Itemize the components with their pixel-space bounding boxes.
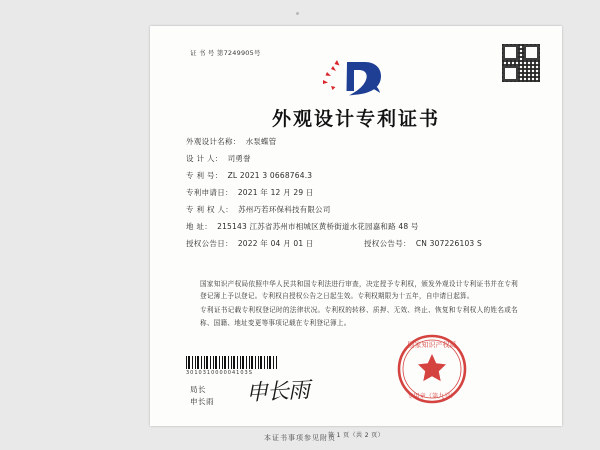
- field-row-patent-number: [186, 172, 534, 180]
- field-value: 215143 江苏省苏州市相城区黄桥街道水花园嘉和路 48 号: [217, 222, 419, 231]
- field-value: 水泵蝶管: [245, 137, 277, 146]
- field-row-application-date: [186, 189, 534, 197]
- barcode-icon: [186, 356, 278, 369]
- page-title: 外观设计专利证书: [271, 108, 440, 130]
- official-red-seal-icon: [395, 332, 469, 406]
- field-value: 2022 年 04 月 01 日: [237, 239, 314, 248]
- qr-code-finder-icon: [503, 66, 518, 81]
- top-marker-dot: [296, 12, 299, 15]
- field-value: 苏州巧若环保科技有限公司: [238, 205, 331, 214]
- svg-text:专用章（第九号）: 专用章（第九号）: [407, 393, 457, 400]
- certificate-fields: [186, 138, 534, 257]
- field-label: 地 址：: [186, 222, 213, 231]
- field-label: 专利申请日：: [186, 188, 233, 197]
- field-label: 外观设计名称：: [186, 137, 241, 146]
- field-row-address: [186, 223, 534, 231]
- patent-emblem-icon: [313, 56, 399, 104]
- certificate-number: 证 书 号 第7249905号: [190, 49, 261, 57]
- field-label: 授权公告日：: [186, 239, 233, 248]
- handwritten-signature: 申长雨: [245, 378, 310, 407]
- qr-code-icon[interactable]: [502, 44, 540, 82]
- director-label: 局长: [190, 385, 206, 394]
- field-value: CN 307226103 S: [415, 239, 482, 248]
- field-label: 专 利 号：: [186, 171, 223, 180]
- field-label: 专 利 权 人：: [186, 205, 234, 214]
- legal-text: [200, 278, 518, 331]
- field-label: 授权公告号：: [364, 239, 411, 248]
- field-cell-grant-date: [186, 240, 364, 248]
- field-row-designer: [186, 155, 534, 163]
- legal-paragraph-1: 国家知识产权局依照中华人民共和国专利法进行审查，决定授予专利权，颁发外观设计专利证书并在专利登记簿上予以登记。专利权自授权公告之日起生效。专利权期限为十五年，自申请日起算。: [200, 280, 518, 301]
- barcode-number: 301031000004103S: [186, 370, 253, 376]
- footer-note: 本证书事项参见附页: [264, 434, 336, 442]
- field-row-design-name: [186, 138, 534, 146]
- svg-text:国家知识产权局: 国家知识产权局: [407, 341, 457, 349]
- field-value: 2021 年 12 月 29 日: [237, 188, 314, 197]
- legal-paragraph-2: 专利证书记载专利权登记时的法律状况。专利权的转移、质押、无效、终止、恢复和专利权人的姓名或名称、国籍、地址变更等事项记载在专利登记簿上。: [200, 306, 518, 327]
- field-cell-publication-number: [364, 240, 482, 248]
- field-value: 司勇誉: [227, 154, 251, 163]
- page-number: 第 1 页（共 2 页）: [327, 432, 385, 439]
- director-name: 申长雨: [190, 397, 214, 406]
- field-row-grant-info: [186, 240, 534, 248]
- field-label: 设 计 人：: [186, 154, 223, 163]
- field-row-patentee: [186, 206, 534, 214]
- field-value: ZL 2021 3 0668764.3: [227, 171, 313, 180]
